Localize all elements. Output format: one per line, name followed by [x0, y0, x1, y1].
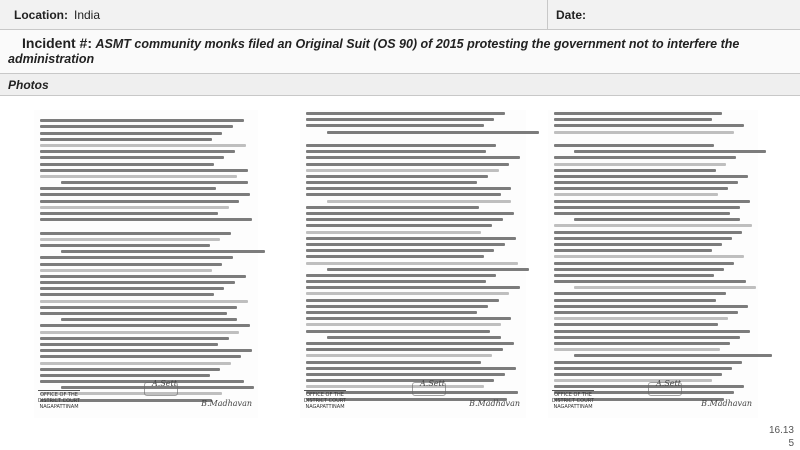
- text-line: [40, 119, 244, 122]
- document-scan-1: [34, 110, 258, 418]
- text-line: [306, 124, 484, 127]
- text-line: [306, 255, 484, 258]
- text-line: [554, 112, 722, 115]
- text-line: [306, 231, 481, 234]
- text-line: [40, 224, 252, 228]
- text-line: [327, 200, 511, 203]
- text-line: [554, 336, 740, 339]
- text-line: [40, 343, 218, 346]
- text-line: [40, 287, 224, 290]
- text-line: [327, 336, 500, 339]
- text-line: [554, 243, 722, 246]
- text-line: [554, 330, 750, 333]
- text-line: [306, 187, 511, 190]
- text-line: [40, 218, 252, 221]
- text-line: [40, 187, 216, 190]
- text-line: [554, 262, 734, 265]
- text-line: [306, 292, 509, 295]
- text-line: [40, 306, 237, 309]
- text-line: [554, 292, 726, 295]
- text-line: [554, 342, 730, 345]
- date-label: Date:: [556, 7, 587, 22]
- location-cell: [0, 0, 548, 30]
- text-line: [40, 212, 218, 215]
- text-line: [306, 342, 514, 345]
- page-number-text: 16.13 5: [768, 425, 794, 449]
- text-line: [554, 268, 724, 271]
- text-line: [40, 362, 231, 365]
- text-line: [554, 274, 714, 277]
- text-line: [554, 131, 734, 134]
- text-line: [554, 237, 732, 240]
- text-line: [40, 324, 250, 327]
- text-line: [306, 237, 516, 240]
- document-scan-3: [548, 110, 758, 418]
- text-line: [40, 368, 220, 371]
- text-line: [40, 300, 248, 303]
- text-line: [327, 131, 539, 134]
- date-cell: [548, 0, 800, 29]
- text-line: [40, 206, 229, 209]
- signature: B.Madhavan: [701, 399, 752, 408]
- text-line: [306, 156, 520, 159]
- text-line: [574, 150, 766, 153]
- text-line: [554, 144, 714, 147]
- text-line: [554, 175, 748, 178]
- text-line: [40, 156, 224, 159]
- text-line: [40, 293, 214, 296]
- text-line: [40, 138, 212, 141]
- photos-label: Photos: [8, 77, 49, 92]
- text-line: [306, 323, 501, 326]
- text-line: [554, 299, 716, 302]
- text-line: [554, 249, 712, 252]
- text-line: [40, 193, 250, 196]
- text-line: [306, 311, 477, 314]
- text-line: [40, 331, 239, 334]
- photos-header: [0, 74, 800, 96]
- text-line: [40, 269, 212, 272]
- text-line: [554, 212, 730, 215]
- initials: A.Sett: [152, 379, 177, 388]
- text-line: [554, 118, 712, 121]
- signature: B.Madhavan: [469, 399, 520, 408]
- text-line: [554, 163, 726, 166]
- text-line: [40, 125, 233, 128]
- text-line: [327, 268, 528, 271]
- document-text-lines: [554, 112, 752, 404]
- text-line: [306, 150, 486, 153]
- text-line: [61, 318, 237, 321]
- text-line: [306, 249, 494, 252]
- initials: A.Sett: [420, 379, 445, 388]
- page-number: [754, 424, 794, 450]
- text-line: [554, 187, 728, 190]
- signature: B.Madhavan: [201, 399, 252, 408]
- text-line: [40, 256, 233, 259]
- text-line: [306, 181, 477, 184]
- court-seal: OFFICE OF THE DISTRICT COURT NAGAPATTINAM: [552, 392, 594, 410]
- text-line: [554, 361, 742, 364]
- location-label: Location:: [14, 8, 68, 22]
- text-line: [306, 305, 488, 308]
- text-line: [306, 286, 520, 289]
- text-line: [554, 181, 738, 184]
- text-line: [554, 124, 744, 127]
- text-line: [306, 224, 492, 227]
- text-line: [306, 206, 479, 209]
- location-row: [0, 0, 800, 30]
- text-line: [40, 244, 210, 247]
- text-line: [554, 348, 720, 351]
- incident-text: ASMT community monks filed an Original Suit (OS 90) of 2015 protesting the government not to interfere the administration: [8, 37, 740, 66]
- text-line: [40, 200, 239, 203]
- text-line: [40, 175, 237, 178]
- text-line: [40, 281, 235, 284]
- text-line: [306, 280, 486, 283]
- text-line: [306, 212, 514, 215]
- text-line: [554, 137, 752, 141]
- document-footer: [548, 372, 758, 418]
- incident-label: Incident #:: [22, 35, 93, 51]
- text-line: [554, 231, 742, 234]
- text-line: [40, 150, 235, 153]
- text-line: [306, 348, 503, 351]
- text-line: [40, 144, 246, 147]
- text-line: [554, 206, 740, 209]
- document-footer: [34, 372, 258, 418]
- text-line: [40, 169, 248, 172]
- text-line: [554, 169, 716, 172]
- text-line: [306, 112, 505, 115]
- text-line: [554, 317, 728, 320]
- text-line: [61, 181, 248, 184]
- text-line: [306, 218, 503, 221]
- text-line: [554, 323, 718, 326]
- text-line: [40, 312, 227, 315]
- text-line: [40, 132, 222, 135]
- text-line: [554, 311, 738, 314]
- text-line: [40, 349, 252, 352]
- document-footer: [300, 372, 526, 418]
- text-line: [574, 286, 756, 289]
- text-line: [306, 274, 496, 277]
- text-line: [306, 317, 511, 320]
- document-text-lines: [40, 112, 252, 405]
- text-line: [306, 193, 501, 196]
- text-line: [40, 163, 214, 166]
- incident-row: [0, 30, 800, 74]
- text-line: [554, 367, 732, 370]
- document-text-lines: [306, 112, 520, 404]
- text-line: [40, 355, 241, 358]
- court-seal: OFFICE OF THE DISTRICT COURT NAGAPATTINAM: [304, 392, 346, 410]
- court-seal: OFFICE OF THE DISTRICT COURT NAGAPATTINAM: [38, 392, 80, 410]
- text-line: [554, 193, 718, 196]
- document-scan-2: [300, 110, 526, 418]
- text-line: [306, 137, 520, 141]
- text-line: [306, 354, 492, 357]
- text-line: [554, 305, 748, 308]
- text-line: [40, 337, 229, 340]
- text-line: [306, 330, 490, 333]
- text-line: [40, 238, 220, 241]
- text-line: [306, 163, 509, 166]
- text-line: [554, 255, 744, 258]
- text-line: [306, 118, 494, 121]
- text-line: [306, 361, 481, 364]
- text-line: [554, 156, 736, 159]
- location-value: India: [74, 8, 101, 22]
- text-line: [61, 250, 265, 253]
- text-line: [554, 224, 752, 227]
- text-line: [306, 299, 499, 302]
- text-line: [40, 232, 231, 235]
- initials: A.Sett: [656, 379, 681, 388]
- text-line: [40, 112, 252, 116]
- text-line: [306, 144, 496, 147]
- text-line: [306, 367, 516, 370]
- text-line: [574, 218, 740, 221]
- text-line: [306, 175, 488, 178]
- text-line: [40, 263, 222, 266]
- text-line: [306, 243, 505, 246]
- text-line: [554, 280, 746, 283]
- text-line: [574, 354, 772, 357]
- text-line: [306, 169, 499, 172]
- text-line: [40, 275, 246, 278]
- text-line: [306, 262, 518, 265]
- photos-area: [0, 96, 800, 450]
- text-line: [554, 200, 750, 203]
